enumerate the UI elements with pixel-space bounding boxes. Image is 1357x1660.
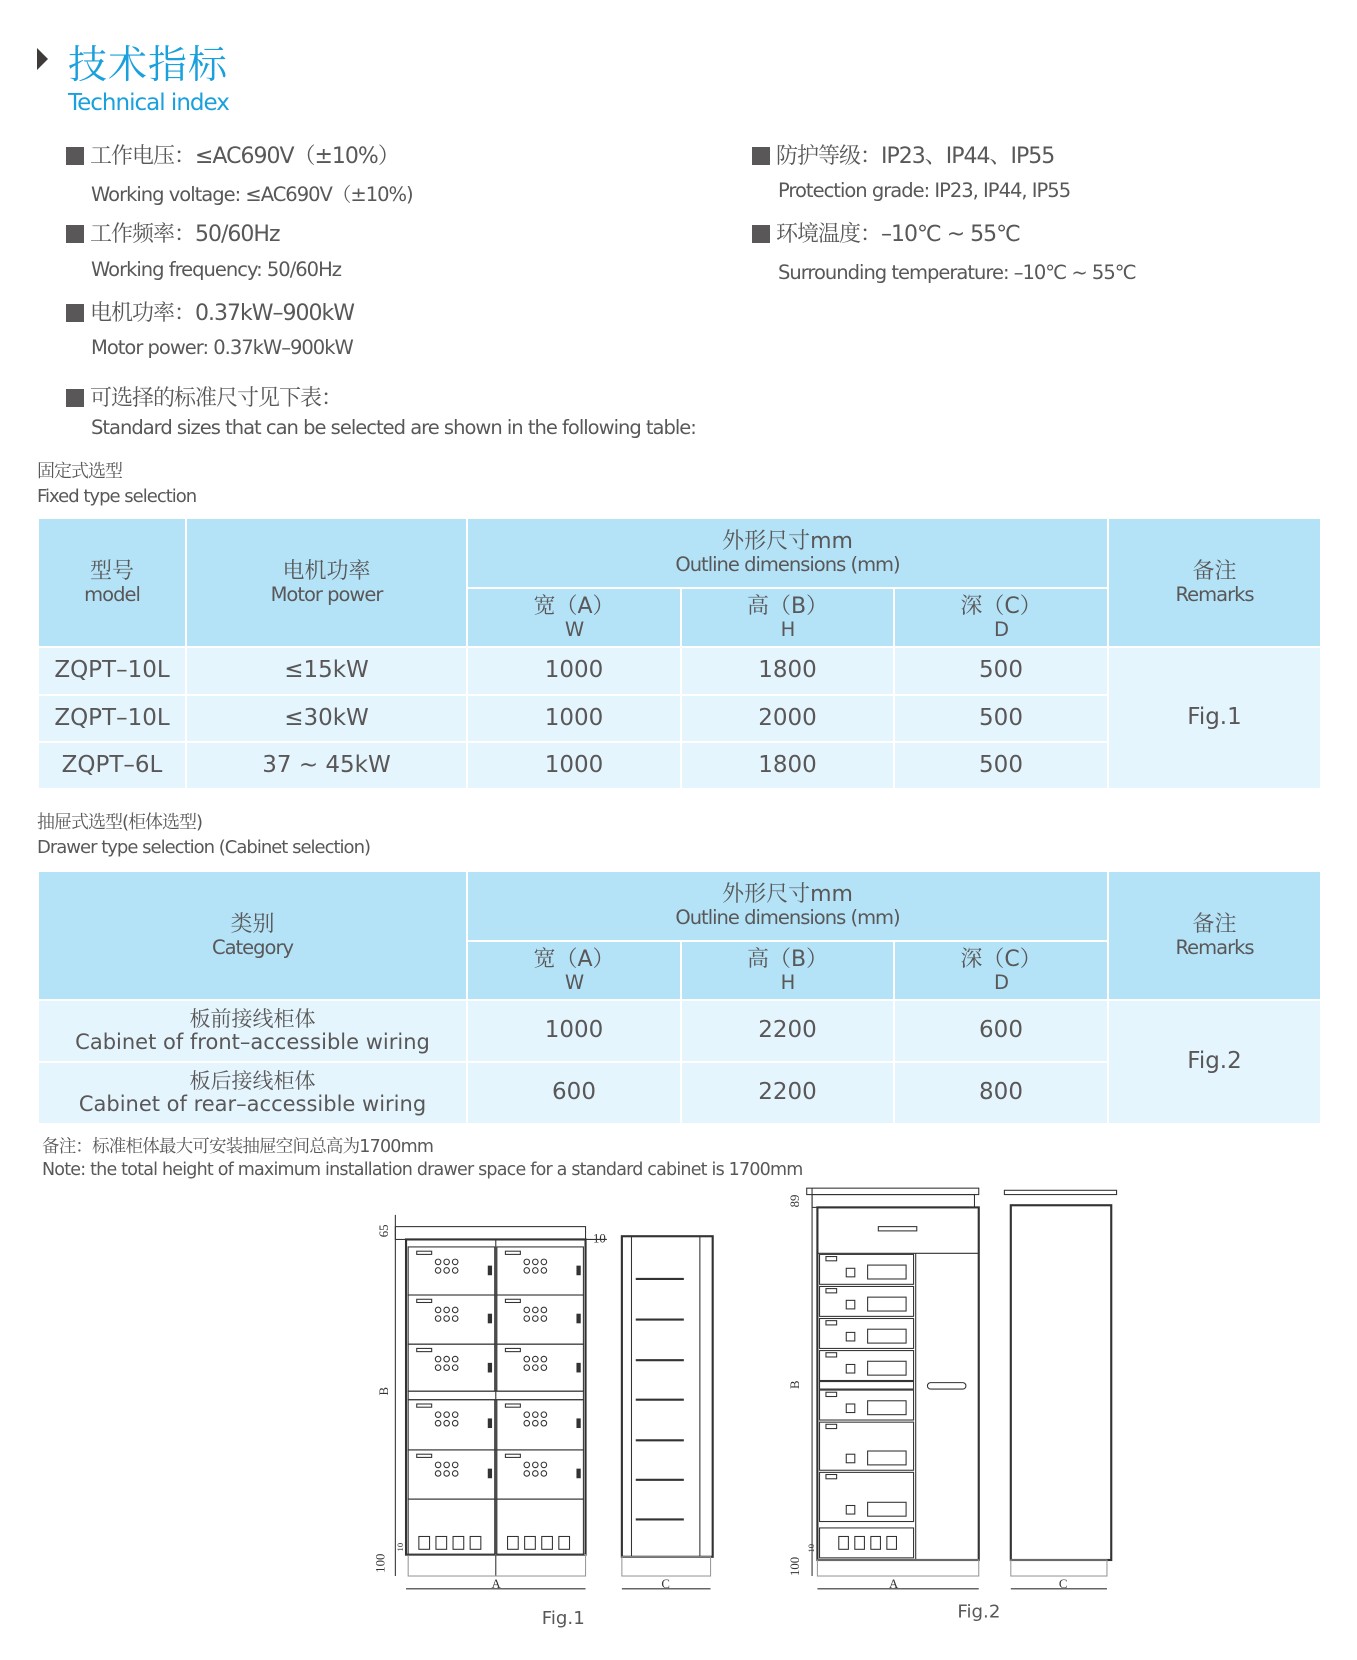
dim-label-b: B [376,1386,391,1396]
control-panel [868,1329,906,1343]
header-en: Category [211,935,294,959]
spec-frequency-en: Working frequency: 50/60Hz [91,258,341,281]
cell-remark: Fig.2 [1108,1000,1321,1124]
category-cn: 板前接线柜体 [189,1006,316,1031]
button-icon [541,1365,547,1371]
switch-icon [846,1332,855,1341]
button-icon [435,1420,441,1426]
cell-height: 2200 [681,1000,894,1062]
vent-icon [453,1536,464,1549]
header-en: H [780,617,795,641]
nameplate [417,1454,432,1457]
control-panel [868,1297,906,1311]
button-icon [524,1316,530,1322]
vent-icon [542,1536,553,1549]
header-cn: 电机功率 [282,558,371,584]
cell-model: ZQPT–10L [38,647,186,695]
note-en: Note: the total height of maximum installation drawer space for a standard cabinet is 1700mm [42,1160,803,1180]
cell-height: 1800 [681,742,894,789]
button-icon [435,1412,441,1418]
button-icon [444,1259,450,1265]
button-icon [524,1412,530,1418]
button-icon [452,1316,458,1322]
button-icon [452,1420,458,1426]
handle [488,1314,491,1323]
dim-label-100: 100 [373,1553,388,1573]
dim-label-small-10: 10 [394,1542,405,1552]
header-en: Remarks [1175,935,1254,959]
fig2-caption: Fig.2 [957,1601,1001,1623]
fixed-caption-cn: 固定式选型 [37,461,122,482]
button-icon [533,1420,539,1426]
button-icon [452,1268,458,1274]
spec-label: 防护等级：IP23、IP44、IP55 [776,144,1055,169]
control-panel [868,1451,906,1465]
cell-width: 600 [467,1062,681,1124]
button-icon [541,1307,547,1313]
spec-label: 工作电压：≤AC690V（±10%） [90,144,399,169]
spec-protection-en: Protection grade: IP23, IP44, IP55 [778,179,1071,202]
cell-depth: 500 [894,742,1108,789]
button-icon [533,1307,539,1313]
spec-label: 工作频率：50/60Hz [90,222,280,247]
control-panel [868,1401,906,1415]
dim-label-10: 10 [593,1231,606,1246]
vent-icon [559,1536,570,1549]
switch-icon [846,1268,855,1277]
button-icon [452,1412,458,1418]
vent-icon [419,1536,430,1549]
switch-icon [846,1364,855,1373]
dim-label-c: C [661,1576,670,1591]
nameplate [505,1299,520,1302]
button-icon [435,1471,441,1477]
vent-icon [508,1536,519,1549]
dim-label-100: 100 [788,1556,803,1577]
control-panel [868,1265,906,1279]
button-icon [435,1356,441,1362]
button-icon [533,1356,539,1362]
button-icon [533,1471,539,1477]
cell-height: 1800 [681,647,894,695]
handle [488,1419,491,1428]
handle [577,1419,580,1428]
drawer-unit [820,1319,914,1349]
spec-sizes-en: Standard sizes that can be selected are shown in the following table: [91,416,696,439]
spec-label: 电机功率：0.37kW–900kW [90,301,354,326]
button-icon [533,1412,539,1418]
handle [488,1469,491,1478]
cell-height: 2000 [681,695,894,742]
drawer-caption-en: Drawer type selection (Cabinet selection) [37,837,371,858]
header-en: model [84,582,140,606]
button-icon [541,1268,547,1274]
button-icon [444,1356,450,1362]
button-icon [444,1365,450,1371]
nameplate [826,1475,837,1479]
button-icon [452,1259,458,1265]
nameplate [826,1353,837,1357]
drawer-caption-cn: 抽屉式选型(柜体选型) [37,812,203,833]
fig1-side-view [622,1236,713,1589]
button-icon [435,1462,441,1468]
handle [577,1363,580,1372]
spec-power-en: Motor power: 0.37kW–900kW [91,336,353,359]
handle [577,1469,580,1478]
cell-model: ZQPT–10L [38,695,186,742]
handle [488,1363,491,1372]
button-icon [524,1356,530,1362]
vent-icon [887,1536,897,1549]
header-cn: 外形尺寸mm [722,882,853,908]
button-icon [444,1316,450,1322]
button-icon [452,1365,458,1371]
cell-depth: 500 [894,695,1108,742]
button-icon [444,1307,450,1313]
spec-label: 可选择的标准尺寸见下表： [90,386,343,411]
fig1-front-view [395,1215,607,1589]
header-cn: 类别 [230,911,275,937]
dim-label-a: A [491,1576,501,1591]
button-icon [524,1420,530,1426]
header-en: D [994,617,1009,641]
switch-icon [846,1300,855,1309]
nameplate [417,1348,432,1351]
header-en: Outline dimensions (mm) [675,906,900,930]
terminal-area [408,1499,495,1555]
control-panel [868,1502,906,1516]
button-icon [524,1268,530,1274]
button-icon [435,1316,441,1322]
button-icon [444,1471,450,1477]
button-icon [533,1365,539,1371]
handle [488,1266,491,1275]
header-en: D [994,970,1009,994]
cell-width: 1000 [467,647,681,695]
button-icon [541,1259,547,1265]
button-icon [435,1259,441,1265]
button-icon [435,1307,441,1313]
button-icon [435,1268,441,1274]
vent-icon [839,1536,849,1549]
fig2-front-view [807,1188,979,1589]
cell-width: 1000 [467,695,681,742]
button-icon [541,1420,547,1426]
header-en: W [564,970,584,994]
nameplate [505,1404,520,1407]
drawer-unit [820,1286,914,1316]
dim-label-a: A [888,1576,899,1591]
cell-depth: 800 [894,1062,1108,1124]
button-icon [524,1462,530,1468]
switch-icon [846,1404,855,1413]
button-icon [524,1259,530,1265]
dim-label-65: 65 [376,1224,391,1238]
vent-icon [855,1536,865,1549]
fig1-caption: Fig.1 [541,1608,585,1630]
dim-label-c: C [1058,1576,1068,1591]
header-cn: 备注 [1192,558,1237,584]
button-icon [452,1307,458,1313]
header-cn: 备注 [1192,911,1237,937]
vent-icon [525,1536,536,1549]
button-icon [533,1316,539,1322]
button-icon [444,1268,450,1274]
dim-label-b: B [788,1380,803,1390]
control-panel [868,1361,906,1375]
button-icon [452,1471,458,1477]
cell-depth: 600 [894,1000,1108,1062]
button-icon [541,1356,547,1362]
header-en: Outline dimensions (mm) [675,553,900,577]
button-icon [541,1462,547,1468]
button-icon [452,1462,458,1468]
button-icon [444,1462,450,1468]
spec-voltage-en: Working voltage: ≤AC690V（±10%) [91,183,413,206]
button-icon [524,1365,530,1371]
nameplate [826,1321,837,1325]
header-en: H [780,970,795,994]
header-cn: 型号 [89,558,134,584]
cell-width: 1000 [467,742,681,789]
drawer-unit [820,1254,914,1284]
header-cn: 高（B） [746,593,829,619]
header-cn: 深（C） [960,593,1042,619]
terminal-area [497,1499,584,1555]
note-cn: 备注：标准柜体最大可安装抽屉空间总高为1700mm [42,1137,434,1157]
category-en: Cabinet of rear–accessible wiring [78,1092,427,1116]
header-cn: 宽（A） [533,593,615,619]
vent-icon [871,1536,881,1549]
spec-temperature-en: Surrounding temperature: –10℃ ~ 55℃ [778,261,1136,284]
vent-icon [470,1536,481,1549]
cell-model: ZQPT–6L [38,742,186,789]
cell-remark: Fig.1 [1108,647,1321,789]
cell-power: 37 ~ 45kW [186,742,467,789]
button-icon [435,1365,441,1371]
page-title: 技术指标 [68,43,229,88]
drawer-unit [820,1422,914,1470]
button-icon [541,1471,547,1477]
drawer-unit [820,1472,914,1521]
nameplate [505,1251,520,1254]
drawer-unit [820,1351,914,1381]
header-en: W [564,617,584,641]
cell-width: 1000 [467,1000,681,1062]
cell-power: ≤30kW [186,695,467,742]
spec-label: 环境温度：–10℃ ~ 55℃ [776,222,1020,247]
fig2-side-view [1004,1190,1116,1589]
button-icon [533,1259,539,1265]
button-icon [533,1268,539,1274]
button-icon [533,1462,539,1468]
category-en: Cabinet of front–accessible wiring [75,1030,430,1054]
button-icon [541,1316,547,1322]
cell-height: 2200 [681,1062,894,1124]
nameplate [505,1348,520,1351]
drawer-unit [820,1390,914,1420]
header-cn: 宽（A） [533,946,615,972]
dim-label-89: 89 [788,1194,803,1208]
nameplate [417,1299,432,1302]
button-icon [541,1412,547,1418]
nameplate [417,1404,432,1407]
button-icon [444,1420,450,1426]
dim-label-small-10: 10 [806,1543,817,1553]
header-cn: 外形尺寸mm [722,529,853,555]
cell-power: ≤15kW [186,647,467,695]
button-icon [452,1356,458,1362]
button-icon [444,1412,450,1418]
nameplate [826,1289,837,1293]
handle [577,1314,580,1323]
fixed-caption-en: Fixed type selection [37,486,197,507]
header-en: Motor power [270,582,383,606]
handle [577,1266,580,1275]
header-cn: 深（C） [960,946,1042,972]
header-en: Remarks [1175,582,1254,606]
page-subtitle: Technical index [68,90,229,116]
button-icon [524,1471,530,1477]
switch-icon [846,1454,855,1463]
nameplate [826,1392,837,1396]
nameplate [505,1454,520,1457]
cell-depth: 500 [894,647,1108,695]
button-icon [524,1307,530,1313]
category-cn: 板后接线柜体 [189,1068,316,1093]
nameplate [417,1251,432,1254]
switch-icon [846,1505,855,1514]
nameplate [826,1424,837,1428]
nameplate [826,1257,837,1261]
header-cn: 高（B） [746,946,829,972]
vent-icon [436,1536,447,1549]
